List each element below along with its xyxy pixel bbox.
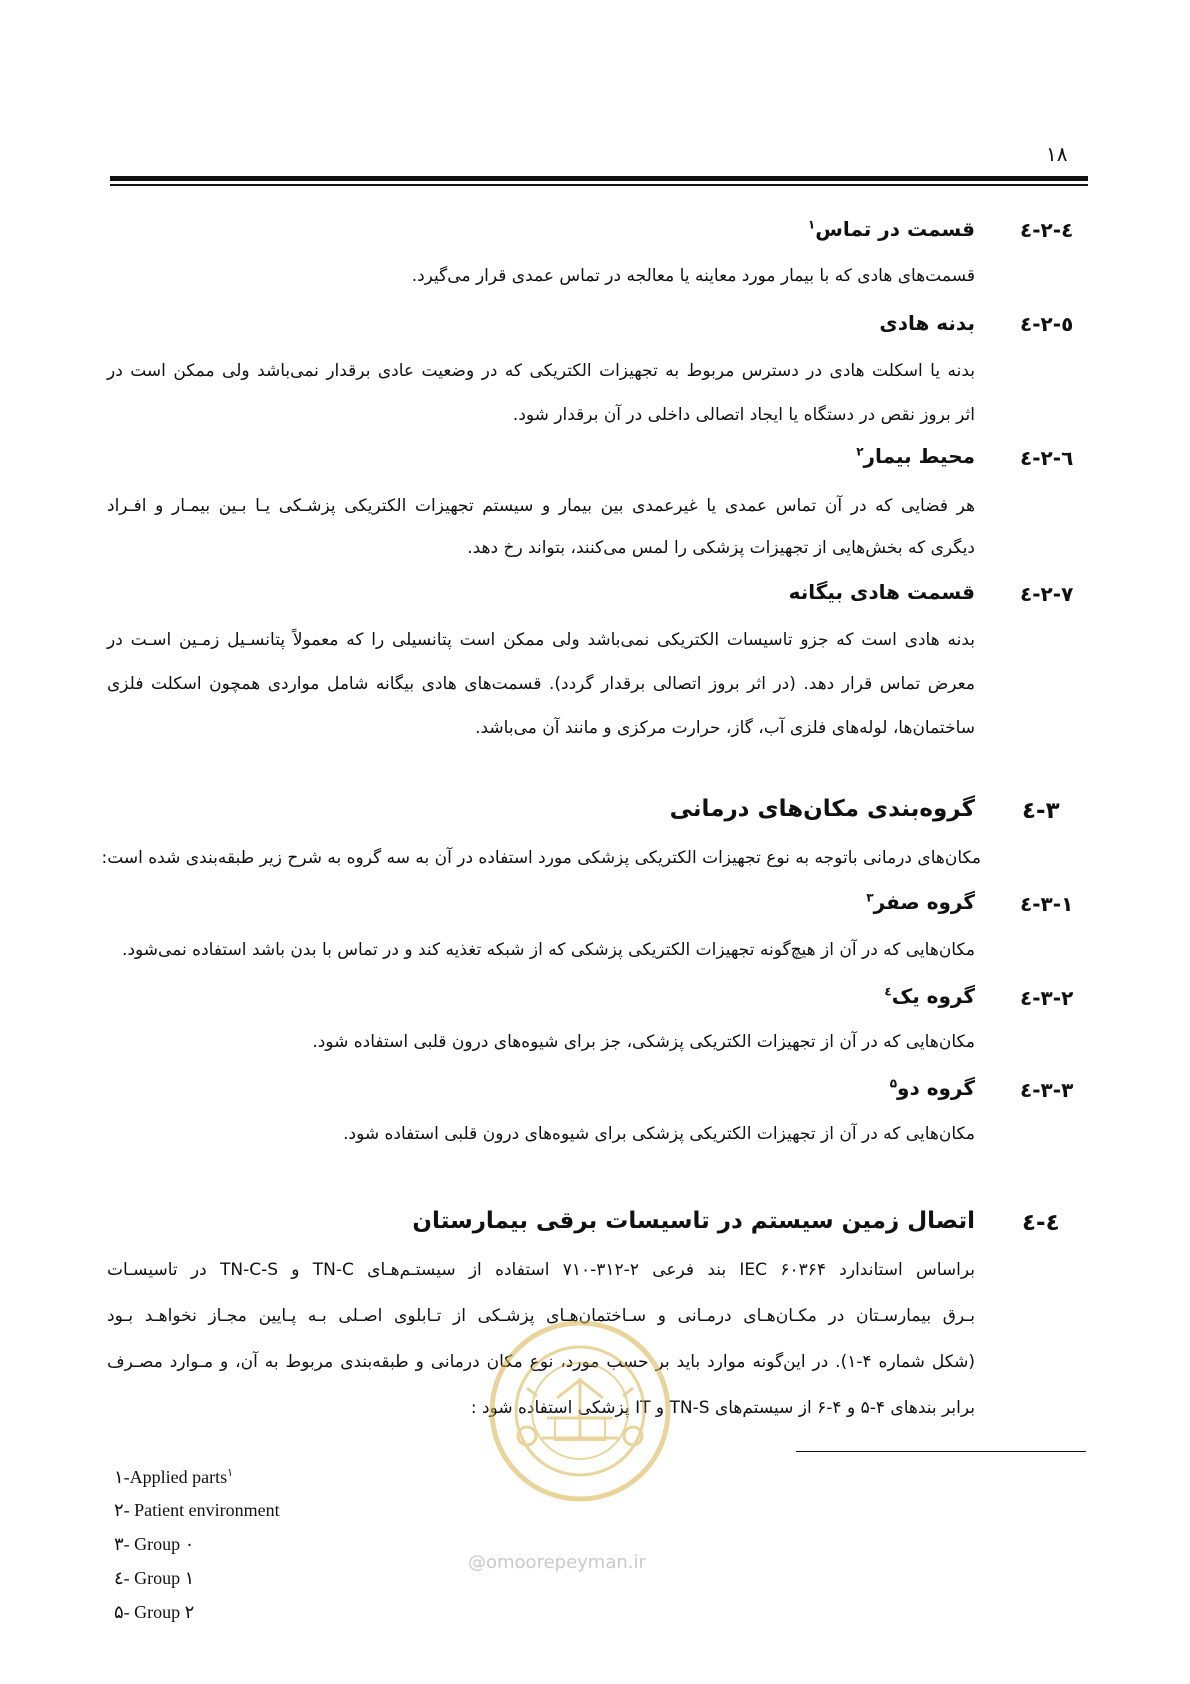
header-rule-thick bbox=[110, 176, 1088, 181]
paragraph-line: ساختمان‌ها، لوله‌های فلزی آب، گاز، حرارت مرکزی و مانند آن می‌باشد. bbox=[475, 718, 975, 738]
section-number: ٤-٤ bbox=[1022, 1210, 1060, 1236]
section-heading: گروه صفر$^۳$ bbox=[866, 890, 975, 914]
paragraph-line: برابر بندهای ۴-۵ و ۴-۶ از سیستم‌های TN-S و IT پزشکی استفاده شود : bbox=[470, 1398, 975, 1418]
footnote-item: ۵- Group ۲ bbox=[114, 1602, 195, 1622]
paragraph-line: مکان‌هایی که در آن از تجهیزات الکتریکی پزشکی برای شیوه‌های درون قلبی استفاده شود. bbox=[343, 1124, 975, 1144]
footnote-item: ۲- Patient environment bbox=[114, 1500, 280, 1520]
footnote-rule bbox=[796, 1451, 1086, 1452]
footnote-item: ۳- Group ۰ bbox=[114, 1534, 195, 1554]
paragraph-line: بدنه هادی است که جزو تاسیسات الکتریکی نمی‌باشد ولی ممکن است پتانسیلی را که معمولاً پتانسـیل زمـین اسـت در bbox=[107, 630, 975, 650]
paragraph-line: براساس استاندارد IEC ۶۰۳۶۴ بند فرعی ۲-۳۱۲-۷۱۰ استفاده از سیستـم‌هـای TN-C و TN-C-S در تاسیسـات bbox=[107, 1260, 976, 1280]
section-number: ٦-٢-٤ bbox=[1020, 446, 1074, 470]
footnote-item: ٤- Group ۱ bbox=[114, 1568, 195, 1588]
section-number: ١-٣-٤ bbox=[1020, 892, 1074, 916]
page-number: ۱۸ bbox=[1046, 142, 1068, 166]
watermark-text: @omoorepeyman.ir bbox=[468, 1552, 646, 1573]
section-heading: بدنه هادی bbox=[879, 311, 975, 335]
section-number: ٤-٢-٤ bbox=[1020, 218, 1074, 242]
section-number: ٣-٣-٤ bbox=[1020, 1078, 1074, 1102]
section-number: ٧-٢-٤ bbox=[1020, 582, 1074, 606]
section-heading: گروه‌بندی مکان‌های درمانی bbox=[669, 796, 975, 822]
paragraph-line: قسمت‌های هادی که با بیمار مورد معاینه یا معالجه در تماس عمدی قرار می‌گیرد. bbox=[411, 266, 975, 286]
paragraph-line: بدنه یا اسکلت هادی در دسترس مربوط به تجهیزات الکتریکی که در وضعیت عادی برقدار نمی‌باشد ولی ممکن است در bbox=[107, 361, 975, 381]
paragraph-line: مکان‌های درمانی باتوجه به نوع تجهیزات الکتریکی پزشکی مورد استفاده در آن به سه گروه به شرح زیر طبقه‌بندی شده است: bbox=[101, 848, 981, 868]
paragraph-line: هر فضایی که در آن تماس عمدی یا غیرعمدی بین بیمار و سیستم تجهیزات الکتریکی پزشـکی یـا بـین بیمـار و افـراد bbox=[107, 496, 975, 516]
section-heading: محیط بیمار$^۲$ bbox=[856, 444, 975, 468]
section-heading: قسمت در تماس$^۱$ bbox=[807, 217, 975, 241]
paragraph-line: اثر بروز نقص در دستگاه یا ایجاد اتصالی داخلی در آن برقدار شود. bbox=[512, 405, 975, 425]
section-heading: قسمت هادی بیگانه bbox=[788, 580, 975, 604]
paragraph-line: مکان‌هایی که در آن از تجهیزات الکتریکی پزشکی، جز برای شیوه‌های درون قلبی استفاده شود. bbox=[312, 1032, 975, 1052]
paragraph-line: بـرق بیمارسـتان در مکـان‌هـای درمـانی و سـاختمان‌هـای پزشـکی از تـابلوی اصـلی بـه پـایین مجـاز نخواهـد بـود bbox=[107, 1306, 975, 1326]
section-heading: گروه یک$^٤$ bbox=[884, 984, 975, 1008]
section-heading: اتصال زمین سیستم در تاسیسات برقی بیمارستان bbox=[412, 1208, 975, 1234]
paragraph-line: (شکل شماره ۴-۱). در این‌گونه موارد باید بر حسب مورد، نوع مکان درمانی و طبقه‌بندی مربوط به آن، و مـوارد مصـرف bbox=[107, 1352, 975, 1372]
section-number: ٥-٢-٤ bbox=[1020, 312, 1074, 336]
section-heading: گروه دو$^۵$ bbox=[889, 1076, 975, 1100]
paragraph-line: معرض تماس قرار دهد. (در اثر بروز اتصالی برقدار گردد). قسمت‌های هادی بیگانه شامل مواردی همچون اسکلت فلزی bbox=[107, 674, 975, 694]
paragraph-line: مکان‌هایی که در آن از هیچ‌گونه تجهیزات الکتریکی پزشکی که از شبکه تغذیه کند و در تماس با بدن باشد استفاده نمی‌شود. bbox=[122, 940, 975, 960]
section-number: ٢-٣-٤ bbox=[1020, 986, 1074, 1010]
paragraph-line: دیگری که بخش‌هایی از تجهیزات پزشکی را لمس می‌کنند، بتواند رخ دهد. bbox=[467, 538, 975, 558]
watermark-seal-icon bbox=[487, 1318, 673, 1504]
footnote-item: ۱-Applied parts$^۱$ bbox=[114, 1467, 234, 1487]
section-number: ٣-٤ bbox=[1022, 798, 1060, 824]
header-rule-thin bbox=[110, 184, 1088, 186]
